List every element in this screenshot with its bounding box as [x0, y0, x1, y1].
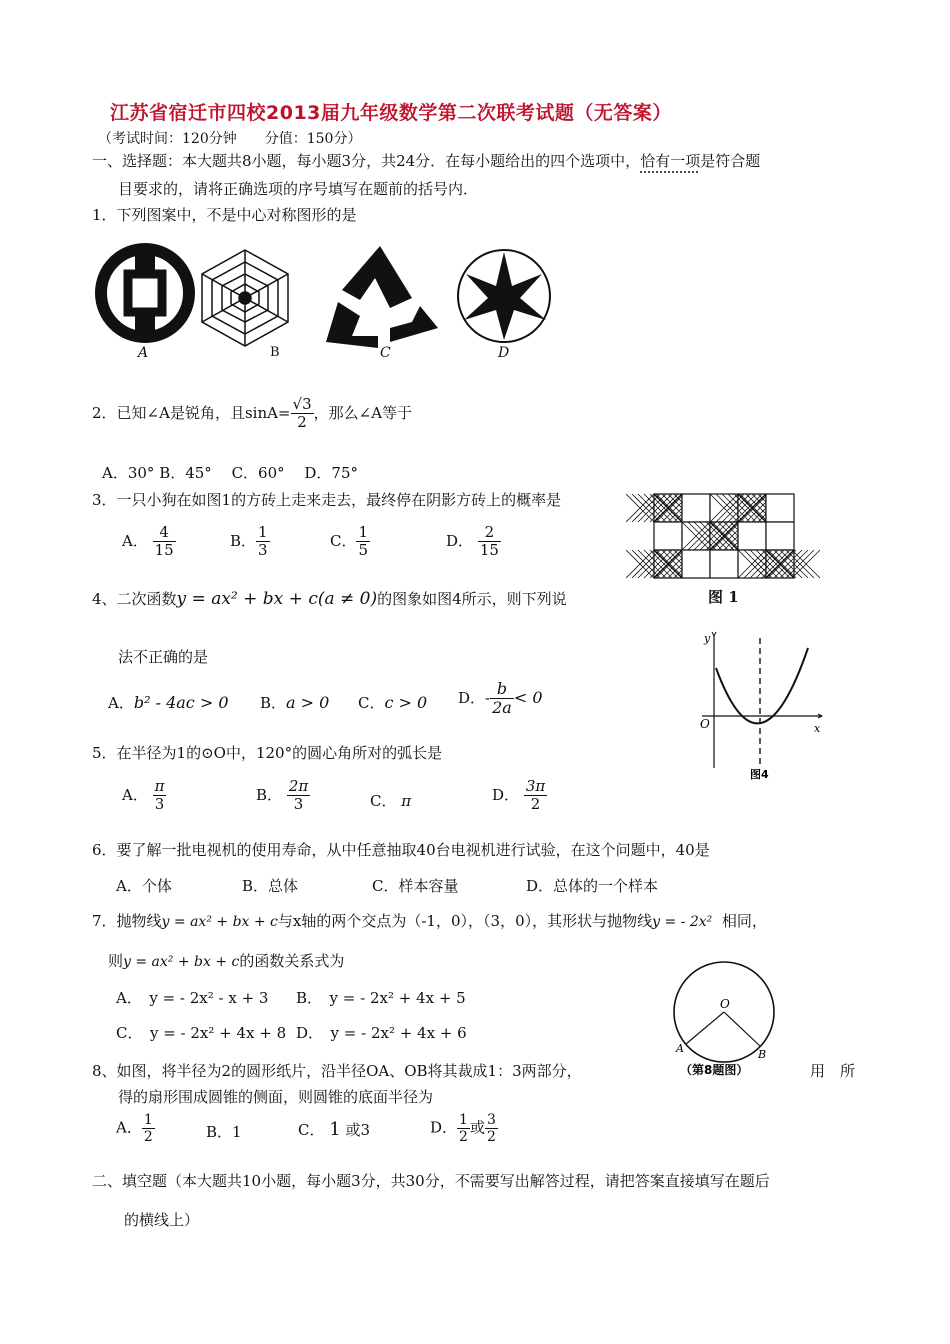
q4-fig-caption: 图4 [750, 768, 769, 781]
q8-opt-c-label: C． [298, 1121, 325, 1139]
section2-heading-line2: 的横线上） [124, 1211, 200, 1229]
q5-d-num: 3π [525, 777, 546, 795]
q3-a-den: 15 [154, 541, 174, 560]
q5-d-den: 2 [530, 795, 541, 814]
q8-c-value: 1 [329, 1119, 341, 1140]
q3-b-den: 3 [258, 541, 268, 560]
q4-opt-b-expr: a > 0 [286, 693, 330, 712]
q6-opt-b: B．总体 [242, 877, 299, 895]
q2-den: 2 [291, 413, 314, 431]
q8-tail: 用 所 [810, 1062, 856, 1080]
q7-line2-pre: 则 [108, 952, 124, 970]
q8-line2: 得的扇形围成圆锥的侧面，则圆锥的底面半径为 [118, 1088, 434, 1106]
q6-opt-d: D．总体的一个样本 [526, 877, 659, 895]
q3-opt-b-label: B． [230, 531, 257, 550]
q2-options: A．30° B．45° C．60° D．75° [102, 464, 359, 482]
q4-opt-c-expr: c > 0 [384, 693, 428, 712]
q7-opt-a: A． y = - 2x² - x + 3 [116, 989, 269, 1007]
q8-c-post: 或3 [345, 1121, 371, 1139]
q4-line1 [92, 588, 567, 609]
q4-line2: 法不正确的是 [118, 648, 209, 666]
q2-text: 2．已知∠A是锐角，且sinA= [92, 403, 291, 422]
q6-opt-c: C．样本容量 [372, 877, 459, 895]
q3-opt-b [230, 524, 270, 560]
q5-opt-a [122, 778, 166, 814]
tile [682, 550, 710, 578]
q4-d-num: b [490, 680, 514, 699]
q8-circle-figure [666, 960, 786, 1078]
q4-opt-d [458, 680, 543, 718]
q7-line2-post: 的函数关系式为 [239, 952, 345, 970]
q7-line2 [108, 950, 344, 971]
q4-d-den: 2a [492, 698, 512, 718]
q5-opt-c-label: C． [370, 792, 397, 810]
tile [766, 494, 794, 522]
q2-num: √3 [292, 395, 312, 413]
q2-line [92, 396, 412, 432]
q5-opt-b [256, 778, 310, 814]
q5-text: 5．在半径为1的⊙O中，120°的圆心角所对的弧长是 [92, 744, 443, 762]
q1-label-b: B [270, 345, 280, 360]
q8-d-den1: 2 [459, 1129, 468, 1146]
q8-opt-c [298, 1119, 370, 1140]
q1-figures [90, 238, 560, 368]
q8-opt-d [430, 1112, 498, 1145]
q4-parabola-figure [690, 628, 830, 780]
q6-opt-a: A．个体 [116, 877, 172, 895]
tile [682, 494, 710, 522]
section1-heading-text: 一、选择题：本大题共8小题，每小题3分，共24分．在每小题给出的四个选项中， [92, 152, 641, 170]
q8-a-den: 2 [143, 1129, 153, 1146]
q3-opt-c [330, 524, 370, 560]
q8-a-num: 1 [143, 1112, 153, 1128]
emphasis-text: 恰有一项 [640, 152, 701, 170]
q4-axis-y: y [704, 632, 711, 645]
q4-formula: y = ax² + bx + c(a ≠ 0) [176, 589, 378, 609]
q4-pre: 4、二次函数 [92, 590, 177, 608]
q5-b-num: 2π [288, 777, 309, 795]
q1-label-c: C [380, 345, 391, 361]
q4-opt-b-label: B． [260, 694, 287, 712]
q8-opt-b: B．1 [206, 1123, 242, 1141]
q3-d-den: 15 [479, 541, 499, 560]
q8-text: 8、如图，将半径为2的圆形纸片，沿半径OA、OB将其裁成1：3两部分， [92, 1062, 582, 1080]
q5-a-num: π [154, 777, 165, 795]
q7-opt-d: D． y = - 2x² + 4x + 6 [296, 1024, 467, 1042]
q3-c-num: 1 [358, 523, 369, 541]
section2-heading: 二、填空题（本大题共10小题，每小题3分，共30分，不需要写出解答过程，请把答案直接填写在题后 [92, 1172, 770, 1190]
q8-d-or: 或 [469, 1118, 485, 1137]
q7-opt-b: B． y = - 2x² + 4x + 5 [296, 989, 466, 1007]
q5-opt-c [370, 790, 411, 811]
q6-text: 6．要了解一批电视机的使用寿命，从中任意抽取40台电视机进行试验，在这个问题中，40是 [92, 841, 710, 859]
q7-formula2: y = - 2x² [652, 914, 713, 930]
section1-heading [92, 150, 760, 171]
q7-line2-formula: y = ax² + bx + c [123, 954, 240, 970]
q8-d-num1: 1 [459, 1112, 468, 1128]
q8-point-o: O [720, 997, 730, 1011]
q4-opt-a-expr: b² - 4ac > 0 [133, 693, 229, 712]
q8-point-a: A [676, 1042, 684, 1055]
q5-opt-d [492, 778, 547, 814]
q3-opt-d-label: D． [446, 531, 474, 550]
q4-opt-c-label: C． [358, 694, 385, 712]
q7-formula1: y = ax² + bx + c [161, 914, 278, 930]
q3-a-num: 4 [153, 524, 176, 542]
q4-axis-x: x [814, 722, 821, 735]
q3-opt-a-label: A． [122, 531, 148, 550]
exam-info: （考试时间：120分钟 分值：150分） [98, 131, 362, 147]
q3-fig-caption: 图 1 [708, 588, 739, 606]
q8-opt-d-label: D． [430, 1118, 458, 1137]
tile [766, 522, 794, 550]
q5-opt-b-label: B． [256, 785, 283, 804]
q3-tile-grid-figure [654, 494, 794, 578]
q4-opt-a [108, 692, 229, 713]
q5-c-value: π [401, 792, 412, 810]
q2-fraction [291, 396, 314, 432]
section1-heading-line2: 目要求的，请将正确选项的序号填写在题前的括号内． [118, 180, 479, 198]
tile [654, 522, 682, 550]
q7-mid: 与x轴的两个交点为（-1，0），（3，0），其形状与抛物线 [277, 912, 653, 930]
q5-opt-a-label: A． [122, 785, 148, 804]
q7-post: 相同， [721, 912, 767, 930]
q5-opt-d-label: D． [492, 785, 520, 804]
q4-post: 的图象如图4所示，则下列说 [377, 590, 567, 608]
q8-d-den2: 2 [486, 1129, 496, 1146]
star-circle-figure [458, 250, 550, 342]
q8-d-num2: 3 [486, 1112, 496, 1128]
q3-d-num: 2 [478, 524, 501, 542]
q2-post: ，那么∠A等于 [313, 403, 413, 422]
q4-opt-c [358, 692, 427, 713]
recycle-figure [326, 246, 438, 348]
q1-label-a: A [138, 345, 149, 361]
q4-opt-b [260, 692, 329, 713]
q7-opt-c: C． y = - 2x² + 4x + 8 [116, 1024, 287, 1042]
section1-heading-tail: 是符合题 [700, 152, 761, 170]
page-title: 江苏省宿迁市四校2013届九年级数学第二次联考试题（无答案） [110, 102, 672, 124]
q7-line1 [92, 910, 767, 931]
q4-opt-d-post: < 0 [513, 687, 543, 707]
q3-c-den: 5 [358, 541, 369, 560]
q4-opt-d-minus: - [485, 688, 491, 707]
q5-b-den: 3 [293, 795, 304, 814]
q3-text: 3．一只小狗在如图1的方砖上走来走去，最终停在阴影方砖上的概率是 [92, 491, 562, 509]
q4-origin: O [700, 717, 710, 731]
q3-b-num: 1 [258, 523, 268, 541]
q8-point-b: B [758, 1048, 767, 1061]
q7-pre: 7．抛物线 [92, 912, 162, 930]
q3-opt-c-label: C． [330, 531, 357, 550]
q3-opt-d [446, 524, 501, 560]
q4-opt-d-label: D． [458, 688, 486, 707]
q8-opt-a-label: A． [116, 1118, 142, 1137]
coin-symbol-figure [101, 246, 189, 340]
tile [710, 550, 738, 578]
q3-opt-a [122, 524, 176, 560]
q1-text: 1．下列图案中，不是中心对称图形的是 [92, 206, 357, 224]
tile [738, 522, 766, 550]
q8-fig-caption: （第8题图） [680, 1063, 749, 1077]
q8-opt-a [116, 1112, 155, 1145]
q1-label-d: D [498, 345, 510, 361]
q4-opt-a-label: A． [108, 694, 134, 712]
q5-a-den: 3 [154, 795, 165, 814]
hexagon-web-figure [202, 250, 288, 346]
